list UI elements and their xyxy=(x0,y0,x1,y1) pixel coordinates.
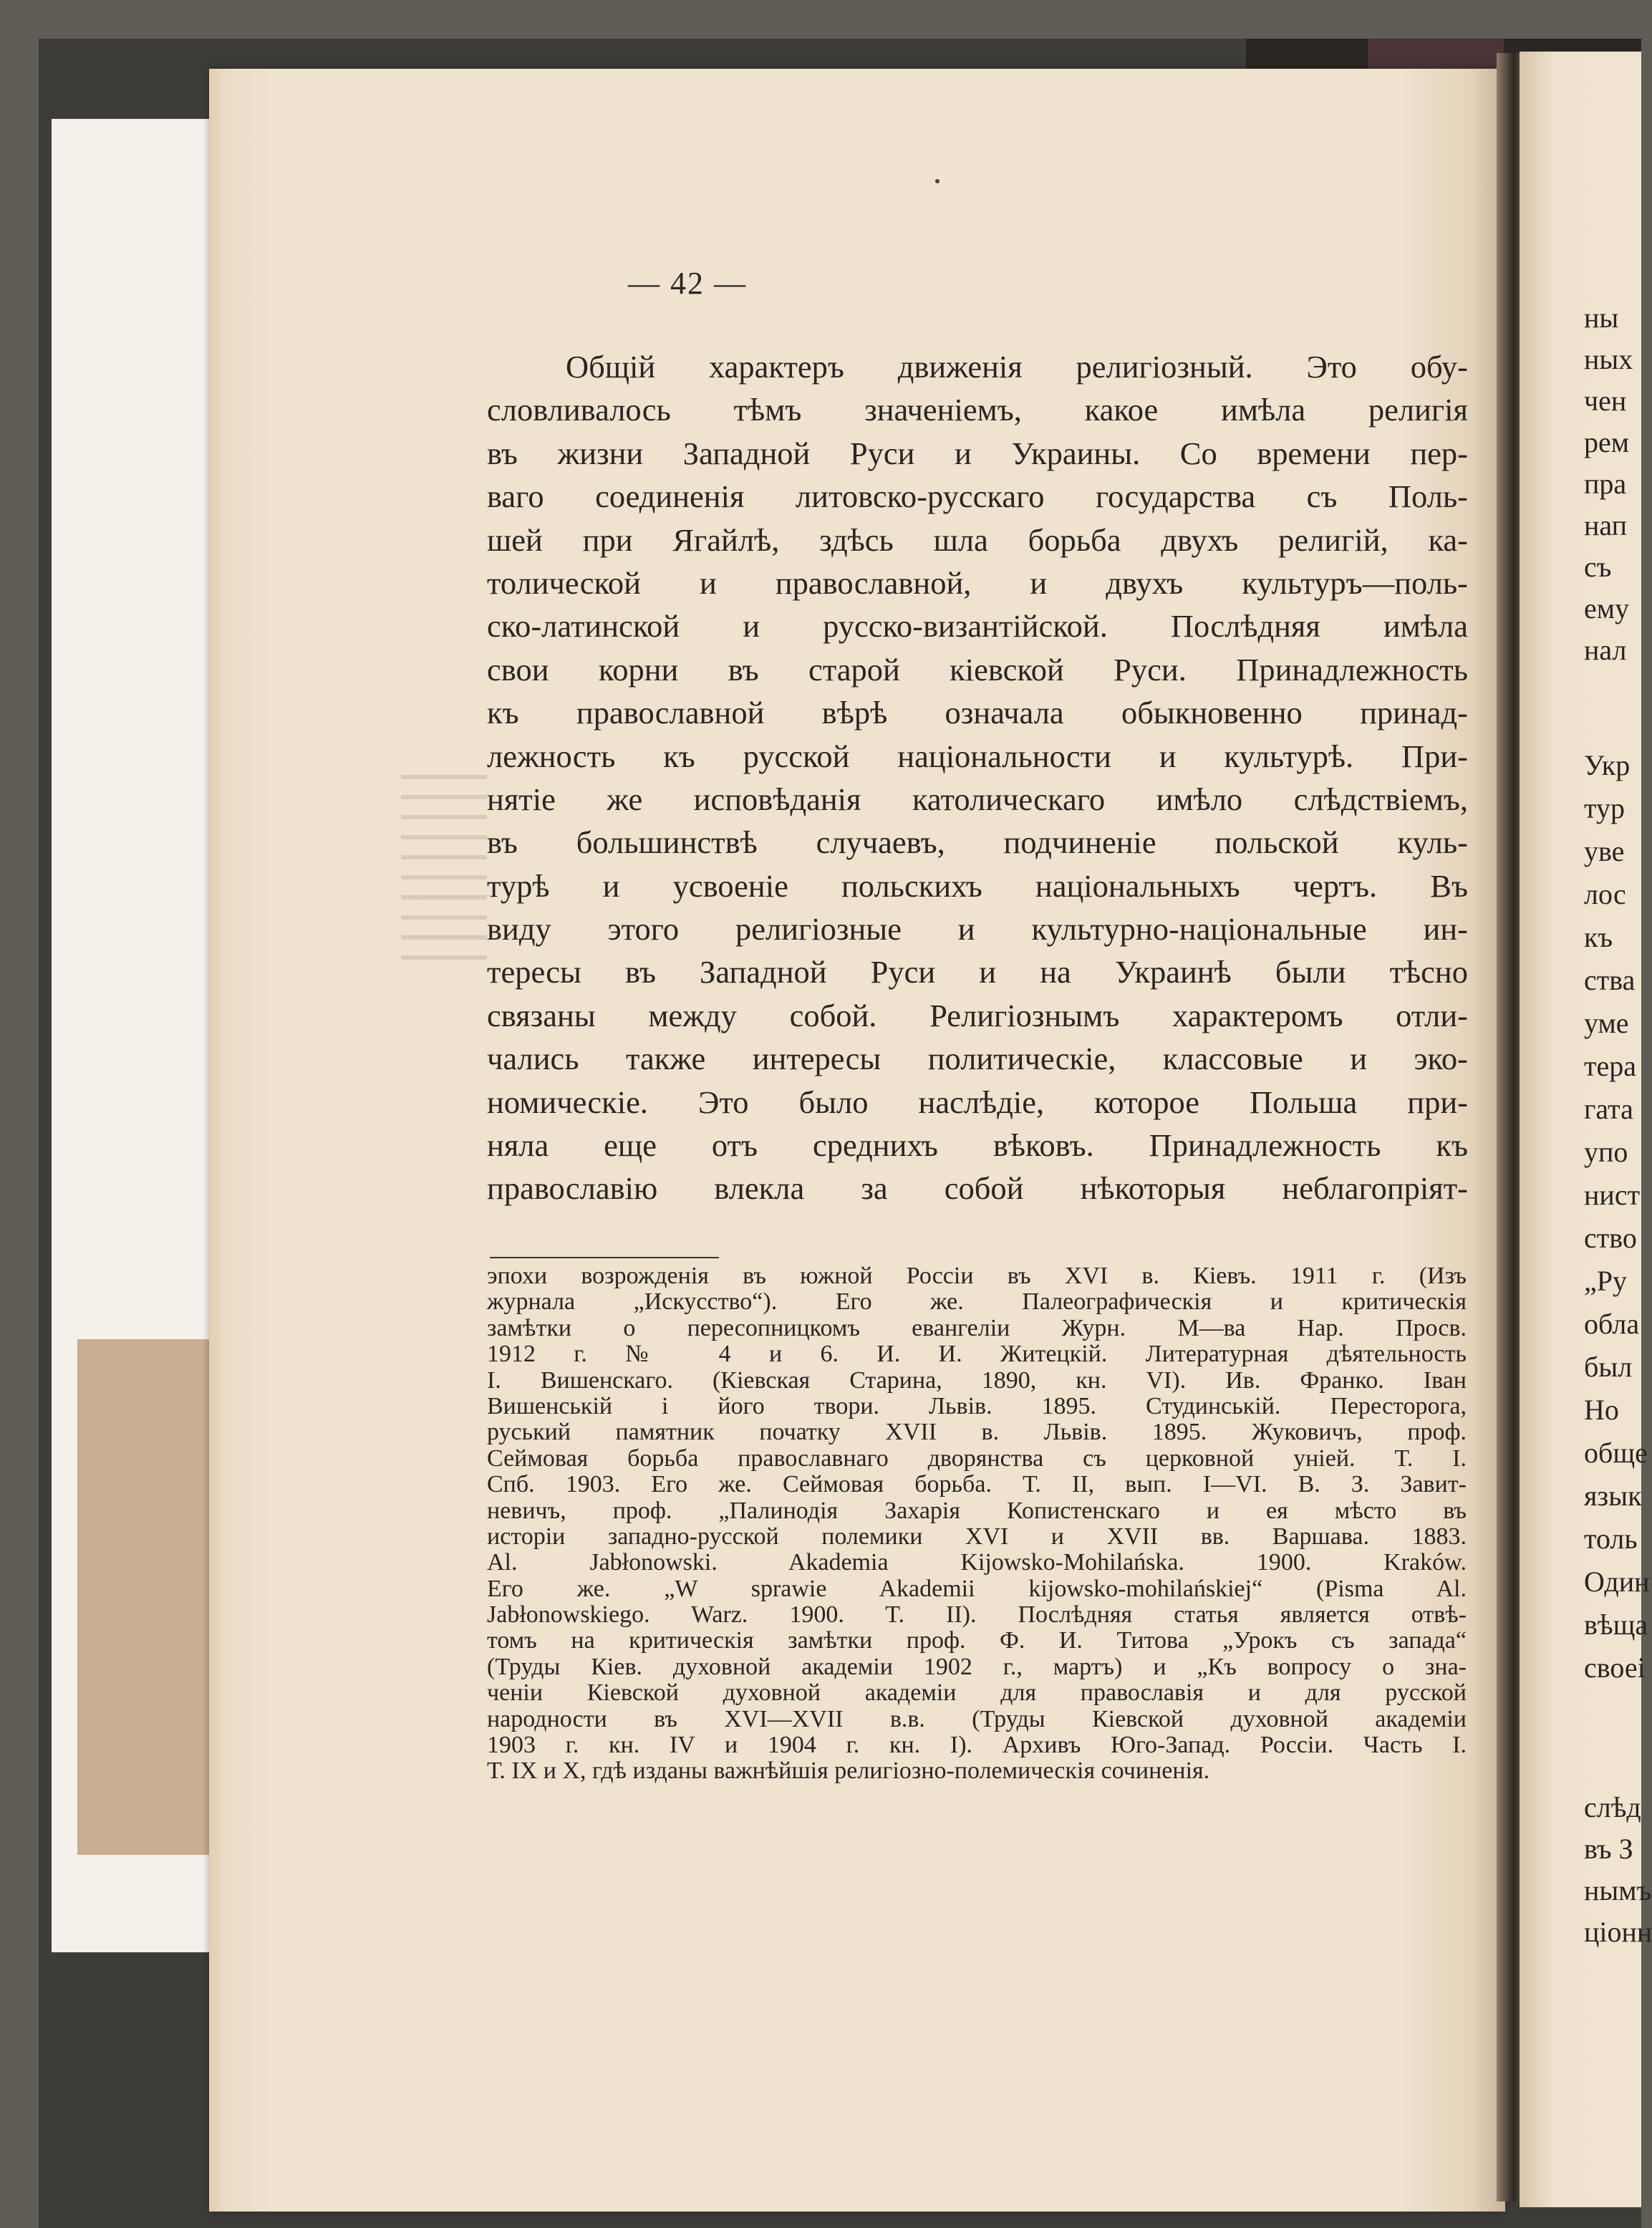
next-page-text-fragment: ны xyxy=(1584,302,1619,334)
footnote-line: народности въ XVI—XVII в.в. (Труды Кіевской духовной академіи xyxy=(487,1705,1467,1732)
next-page-text-fragment: уме xyxy=(1584,1007,1629,1039)
next-page-text-fragment: нист xyxy=(1584,1179,1641,1211)
next-page-text-fragment: упо xyxy=(1584,1136,1628,1168)
footnote-line: томъ на критическія замѣтки проф. Ф. И. Титова „Урокъ съ запада“ xyxy=(487,1627,1467,1654)
next-page-text-fragment: рем xyxy=(1584,426,1630,458)
adjacent-page-edge-tan xyxy=(77,1339,221,1855)
next-page-text-fragment: ных xyxy=(1584,343,1633,375)
footnote-line: эпохи возрожденія въ южной Россіи въ XVI в. Кіевъ. 1911 г. (Изъ xyxy=(487,1263,1467,1289)
text-line: тересы въ Западной Руси и на Украинѣ были тѣсно xyxy=(487,954,1468,990)
text-line: въ большинствѣ случаевъ, подчиненіе польской куль- xyxy=(487,824,1468,861)
next-page-text-fragment: слѣд xyxy=(1584,1791,1641,1823)
next-page-text-fragment: въ З xyxy=(1584,1833,1633,1865)
text-line: чались также интересы политическіе, классовые и эко- xyxy=(487,1041,1468,1077)
next-page-text-fragment: ство xyxy=(1584,1222,1637,1254)
next-page-text-fragment: ему xyxy=(1584,592,1630,624)
text-line: виду этого религіозные и культурно-національные ин- xyxy=(487,911,1468,947)
next-page-text-fragment: язык xyxy=(1584,1480,1642,1512)
footnote-line: Сеймовая борьба православнаго дворянства съ церковной уніей. Т. І. xyxy=(487,1445,1467,1472)
text-line: словливалось тѣмъ значеніемъ, какое имѣла религія xyxy=(487,392,1468,428)
main-text xyxy=(487,345,1468,1210)
footnote-divider xyxy=(490,1257,719,1258)
footnote-line: І. Вишенскаго. (Кіевская Старина, 1890, кн. VI). Ив. Франко. Іван xyxy=(487,1366,1467,1394)
page-number: — 42 — xyxy=(628,266,747,301)
text-line: нятіе же исповѣданія католическаго имѣло слѣдствіемъ, xyxy=(487,781,1468,817)
next-page-text-fragment: съ xyxy=(1584,551,1612,583)
text-line: толической и православной, и двухъ культуръ—поль- xyxy=(487,564,1468,601)
text-line: шей при Ягайлѣ, здѣсь шла борьба двухъ религій, ка- xyxy=(487,521,1468,558)
next-page-edge xyxy=(1520,52,1652,2207)
text-line: свои корни въ старой кіевской Руси. Принадлежность xyxy=(487,651,1468,688)
paper-speck xyxy=(935,179,939,183)
text-line: номическіе. Это было наслѣдіе, которое Польша при- xyxy=(487,1084,1468,1120)
text-line: въ жизни Западной Руси и Украины. Со времени пер- xyxy=(487,435,1468,471)
footnote-line: Его же. „W sprawie Akademii kijowsko-mohilańskiej“ (Pisma Al. xyxy=(487,1575,1467,1602)
next-page-text-fragment: къ xyxy=(1584,921,1613,953)
next-page-text-fragment: ціонн xyxy=(1584,1916,1652,1948)
footnote-line: руський памятник початку XVII в. Львів. 1895. Жуковичъ, проф. xyxy=(487,1419,1467,1446)
next-page-text-fragment: своеі xyxy=(1584,1651,1646,1684)
next-page-text-fragment: толь xyxy=(1584,1523,1638,1555)
next-page-text-fragment: Укр xyxy=(1584,749,1631,781)
footnote-line: замѣтки о пересопницкомъ евангеліи Журн. М—ва Нар. Просв. xyxy=(487,1314,1467,1341)
next-page-text-fragment: гата xyxy=(1584,1093,1633,1125)
next-page-text-fragment: вѣща xyxy=(1584,1609,1648,1641)
footnotes xyxy=(487,1263,1467,1785)
footnote-line: Jabłonowskiego. Warz. 1900. T. II). Послѣдняя статья является отвѣ- xyxy=(487,1601,1467,1629)
next-page-text-fragment: Но xyxy=(1584,1394,1619,1426)
footnote-line: (Труды Кіев. духовной академіи 1902 г., мартъ) и „Къ вопросу о зна- xyxy=(487,1653,1467,1680)
footnote-line: Al. Jabłonowski. Akademia Kijowsko-Mohilańska. 1900. Kraków. xyxy=(487,1549,1467,1576)
footnote-line: Т. IX и X, гдѣ изданы важнѣйшія религіозно-полемическія сочиненія. xyxy=(487,1757,1210,1785)
next-page-text-fragment: нымъ xyxy=(1584,1874,1652,1906)
next-page-text-fragment: уве xyxy=(1584,835,1625,867)
text-line: православію влекла за собой нѣкоторыя неблагопріят- xyxy=(487,1170,1468,1207)
text-line: няла еще отъ среднихъ вѣковъ. Принадлежность къ xyxy=(487,1127,1468,1164)
show-through-text xyxy=(401,773,487,960)
footnote-line: Вишенськiй і його твори. Львів. 1895. Студинськiй. Пересторога, xyxy=(487,1392,1467,1419)
next-page-text-fragment: тур xyxy=(1584,792,1625,824)
next-page-text-fragment: был xyxy=(1584,1351,1633,1383)
text-line: къ православной вѣрѣ означала обыкновенно принад- xyxy=(487,695,1468,731)
footnote-line: ченіи Кіевской духовной академіи для православія и для русской xyxy=(487,1679,1467,1707)
next-page-text-fragment: ства xyxy=(1584,964,1636,996)
next-page-text-fragment: „Ру xyxy=(1584,1265,1627,1297)
footnote-line: Спб. 1903. Его же. Сеймовая борьба. Т. II, вып. I—VI. В. З. Завит- xyxy=(487,1471,1467,1498)
next-page-text-fragment: пра xyxy=(1584,468,1627,500)
footnote-line: журнала „Искусство“). Его же. Палеографическія и критическія xyxy=(487,1288,1467,1316)
text-line: ско-латинской и русско-византійской. Послѣдняя имѣла xyxy=(487,608,1468,645)
footnote-line: исторіи западнo-русской полемики XVI и XVII вв. Варшава. 1883. xyxy=(487,1523,1467,1550)
next-page-text-fragment: чен xyxy=(1584,385,1627,417)
next-page-text-fragment: нал xyxy=(1584,634,1627,666)
next-page-text-fragment: нап xyxy=(1584,509,1628,541)
text-line: Общій характеръ движенія религіозный. Это обу- xyxy=(566,349,1468,385)
next-page-text-fragment: тера xyxy=(1584,1050,1636,1082)
text-line: турѣ и усвоеніе польскихъ національныхъ чертъ. Въ xyxy=(487,867,1468,904)
next-page-text-fragment: лос xyxy=(1584,878,1626,910)
footnote-line: 1912 г. № 4 и 6. И. И. Житецкій. Литературная дѣятельность xyxy=(487,1341,1467,1368)
next-page-text-fragment: Один xyxy=(1584,1566,1650,1598)
text-line: связаны между собой. Религіознымъ характеромъ отли- xyxy=(487,997,1468,1033)
footnote-line: 1903 г. кн. IV и 1904 г. кн. I). Архивъ Юго-Запад. Россіи. Часть I. xyxy=(487,1732,1467,1759)
text-line: лежность къ русской національности и культурѣ. При- xyxy=(487,738,1468,774)
text-line: ваго соединенія литовско-русскаго государства съ Поль- xyxy=(487,478,1468,515)
footnote-line: невичъ, проф. „Палинодія Захарія Копистенскаго и ея мѣсто въ xyxy=(487,1497,1467,1524)
next-page-text-fragment: обла xyxy=(1584,1308,1640,1340)
next-page-text-fragment: обще xyxy=(1584,1437,1648,1469)
